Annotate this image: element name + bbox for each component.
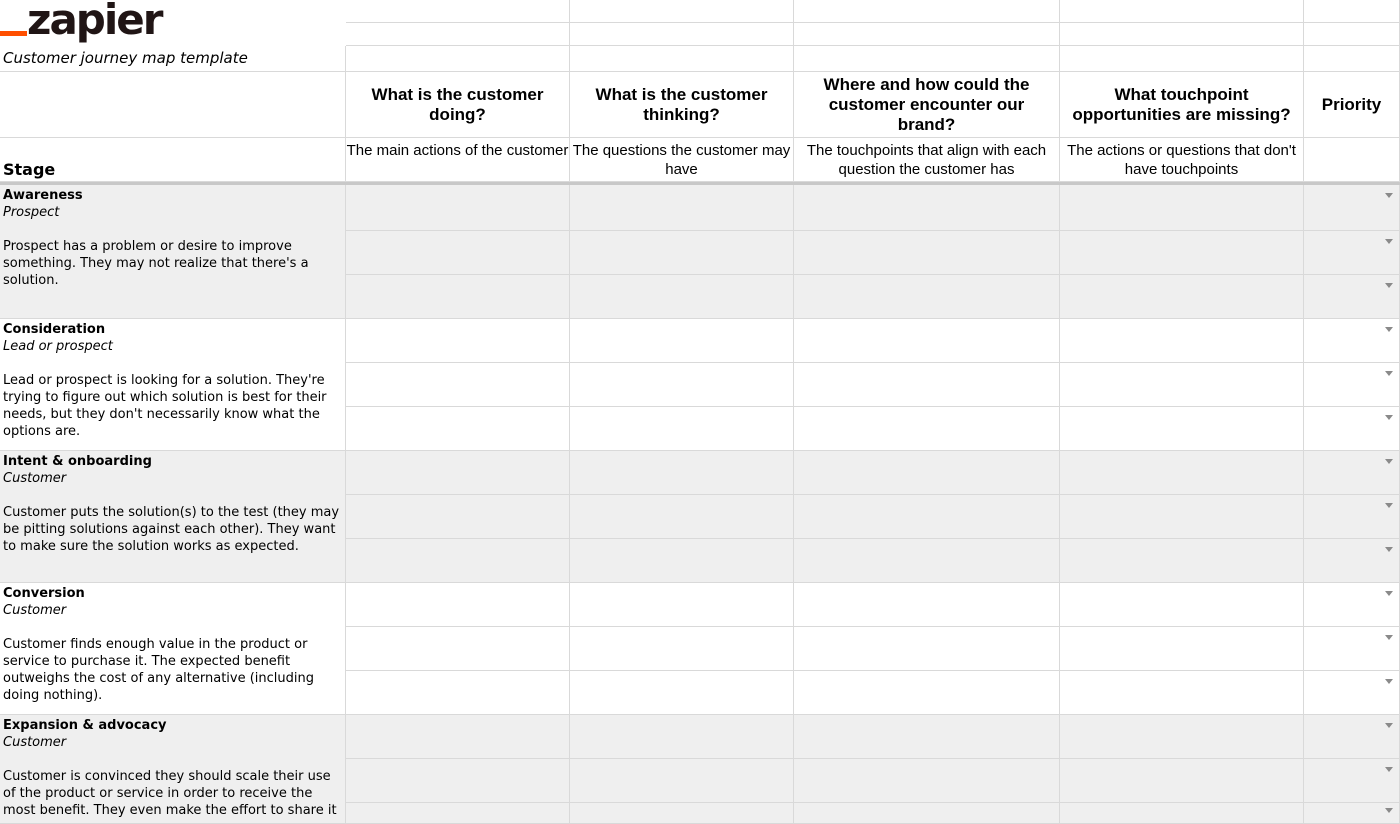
dropdown-arrow-icon[interactable] [1385,679,1393,684]
priority-dropdown[interactable] [1304,363,1400,407]
cell[interactable] [570,803,794,824]
cell[interactable] [570,231,794,275]
cell[interactable] [346,185,570,231]
priority-dropdown[interactable] [1304,803,1400,824]
cell[interactable] [1060,0,1304,23]
cell[interactable] [794,363,1060,407]
cell[interactable] [1060,319,1304,363]
cell[interactable] [346,23,570,46]
cell[interactable] [570,583,794,627]
cell[interactable] [1060,803,1304,824]
priority-dropdown[interactable] [1304,583,1400,627]
stage-cell-expansion-advocacy[interactable] [0,715,346,824]
cell[interactable] [794,275,1060,319]
cell[interactable] [570,539,794,583]
cell[interactable] [570,451,794,495]
cell[interactable] [1060,23,1304,46]
cell[interactable] [570,319,794,363]
dropdown-arrow-icon[interactable] [1385,503,1393,508]
stage-cell-intent-onboarding[interactable] [0,451,346,583]
column-description-missing[interactable]: The actions or questions that don't have touchpoints [1060,138,1304,182]
stage-description: Customer finds enough value in the product or service to purchase it. The expected benefit outweighs the cost of any alternative (including doing nothing). [3,637,314,703]
column-header-thinking[interactable]: What is the customer thinking? [570,72,794,138]
column-description-encounter[interactable]: The touchpoints that align with each question the customer has [794,138,1060,182]
priority-dropdown[interactable] [1304,319,1400,363]
cell[interactable] [346,583,570,627]
stage-role: Lead or prospect [3,339,113,354]
cell[interactable] [1060,407,1304,451]
stage-name: Consideration [3,322,106,337]
cell[interactable] [794,715,1060,759]
cell[interactable] [346,495,570,539]
dropdown-arrow-icon[interactable] [1385,327,1393,332]
stage-role: Customer [3,603,67,618]
priority-dropdown[interactable] [1304,495,1400,539]
cell[interactable] [794,583,1060,627]
cell[interactable] [570,671,794,715]
priority-dropdown[interactable] [1304,671,1400,715]
stage-description: Prospect has a problem or desire to improve something. They may not realize that there's a solution. [3,239,309,288]
column-header-doing[interactable]: What is the customer doing? [346,72,570,138]
cell[interactable] [1060,363,1304,407]
cell[interactable] [794,23,1060,46]
priority-dropdown[interactable] [1304,451,1400,495]
cell[interactable] [1060,671,1304,715]
cell[interactable] [1304,0,1400,23]
cell[interactable] [570,715,794,759]
column-header-encounter[interactable]: Where and how could the customer encounter our brand? [794,72,1060,138]
stage-cell-conversion[interactable] [0,583,346,715]
dropdown-arrow-icon[interactable] [1385,415,1393,420]
cell[interactable] [1060,627,1304,671]
column-header-priority[interactable]: Priority [1304,72,1400,138]
stage-name: Awareness [3,188,83,203]
cell[interactable] [794,539,1060,583]
priority-dropdown[interactable] [1304,627,1400,671]
cell[interactable] [794,231,1060,275]
dropdown-arrow-icon[interactable] [1385,239,1393,244]
stage-role: Customer [3,735,67,750]
dropdown-arrow-icon[interactable] [1385,591,1393,596]
priority-dropdown[interactable] [1304,231,1400,275]
dropdown-arrow-icon[interactable] [1385,371,1393,376]
priority-dropdown[interactable] [1304,715,1400,759]
dropdown-arrow-icon[interactable] [1385,808,1393,813]
cell[interactable] [1060,275,1304,319]
cell[interactable] [570,759,794,803]
cell[interactable] [1304,46,1400,72]
stage-role: Customer [3,471,67,486]
priority-dropdown[interactable] [1304,407,1400,451]
stage-name: Intent & onboarding [3,454,152,469]
cell[interactable] [570,627,794,671]
cell[interactable] [794,759,1060,803]
cell[interactable] [346,671,570,715]
cell[interactable] [346,319,570,363]
cell[interactable] [1060,185,1304,231]
cell[interactable] [1060,583,1304,627]
stage-column-header[interactable]: Stage [0,138,346,182]
cell[interactable] [346,363,570,407]
cell[interactable] [794,0,1060,23]
cell[interactable] [346,275,570,319]
cell[interactable] [794,627,1060,671]
dropdown-arrow-icon[interactable] [1385,283,1393,288]
cell[interactable] [346,539,570,583]
column-description-thinking[interactable]: The questions the customer may have [570,138,794,182]
cell[interactable] [1060,495,1304,539]
zapier-logo [0,0,346,46]
cell[interactable] [570,0,794,23]
cell[interactable] [570,185,794,231]
cell[interactable] [1060,715,1304,759]
stage-cell-consideration[interactable] [0,319,346,451]
priority-dropdown[interactable] [1304,185,1400,231]
stage-description: Lead or prospect is looking for a solution. They're trying to figure out which solution is best for their needs, but they don't necessarily know what the options are. [3,373,327,439]
sheet-subtitle[interactable]: Customer journey map template [0,46,346,72]
cell[interactable] [570,495,794,539]
cell[interactable] [1060,231,1304,275]
cell[interactable] [346,627,570,671]
cell[interactable] [1304,23,1400,46]
priority-dropdown[interactable] [1304,539,1400,583]
cell[interactable] [794,803,1060,824]
stage-description: Customer is convinced they should scale their use of the product or service in order to receive the most benefit. They even make the effort to share it [3,769,337,818]
logo-underscore [0,31,27,36]
cell[interactable] [346,803,570,824]
logo-wordmark: zapier [27,0,162,44]
cell[interactable] [570,275,794,319]
cell[interactable] [346,759,570,803]
dropdown-arrow-icon[interactable] [1385,767,1393,772]
column-header-missing[interactable]: What touchpoint opportunities are missing? [1060,72,1304,138]
cell[interactable] [794,46,1060,72]
cell[interactable] [346,231,570,275]
stage-cell-awareness[interactable] [0,185,346,319]
cell[interactable] [1060,46,1304,72]
priority-dropdown[interactable] [1304,275,1400,319]
dropdown-arrow-icon[interactable] [1385,459,1393,464]
cell[interactable] [570,23,794,46]
cell[interactable] [570,407,794,451]
cell[interactable] [1060,539,1304,583]
cell[interactable] [794,671,1060,715]
cell[interactable] [794,185,1060,231]
priority-dropdown[interactable] [1304,759,1400,803]
dropdown-arrow-icon[interactable] [1385,635,1393,640]
cell[interactable] [794,451,1060,495]
cell[interactable] [346,715,570,759]
stage-name: Expansion & advocacy [3,718,167,733]
dropdown-arrow-icon[interactable] [1385,723,1393,728]
column-description-priority[interactable] [1304,138,1400,182]
stage-description: Customer puts the solution(s) to the test (they may be pitting solutions against each other). They want to make sure the solution works as expected. [3,505,340,554]
dropdown-arrow-icon[interactable] [1385,547,1393,552]
cell[interactable] [346,0,570,23]
cell[interactable] [1060,451,1304,495]
dropdown-arrow-icon[interactable] [1385,193,1393,198]
cell[interactable] [794,495,1060,539]
cell[interactable] [346,46,570,72]
cell[interactable] [570,363,794,407]
column-description-doing[interactable]: The main actions of the customer [346,138,570,182]
cell[interactable] [794,319,1060,363]
cell[interactable] [570,46,794,72]
cell[interactable] [794,407,1060,451]
stage-role: Prospect [3,205,60,220]
cell[interactable] [346,407,570,451]
cell[interactable] [346,451,570,495]
cell[interactable] [1060,759,1304,803]
stage-name: Conversion [3,586,85,601]
cell[interactable] [0,72,346,138]
